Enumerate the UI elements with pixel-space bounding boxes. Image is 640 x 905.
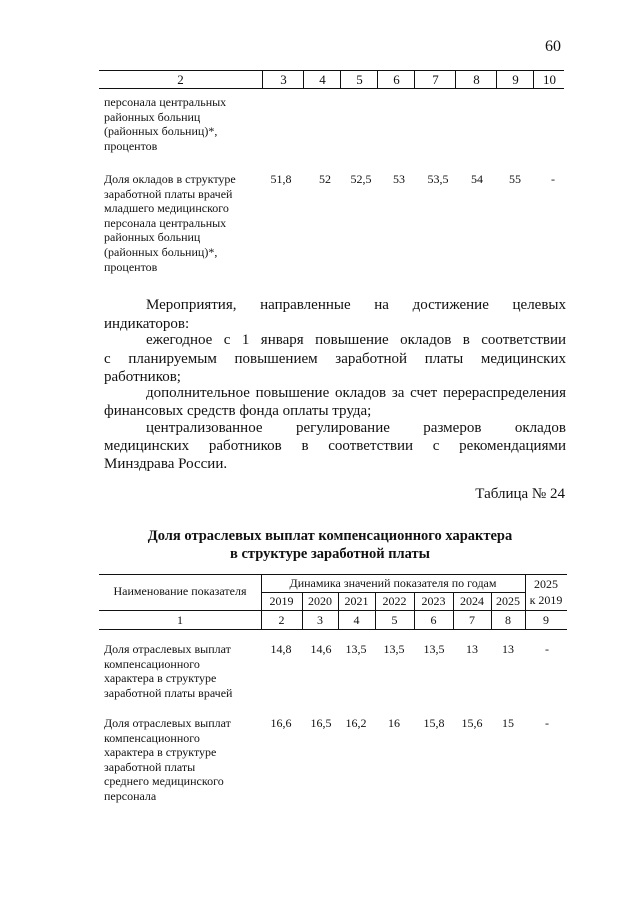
label-line: (районных больниц)*, (104, 244, 218, 259)
paragraph-line: централизованное регулирование размеров окладов (146, 420, 566, 436)
paragraph-line: ежегодное с 1 января повышение окладов в соответствии (146, 332, 566, 348)
value-cell: 13 (466, 642, 478, 656)
year-header: 2023 (421, 594, 446, 608)
value-cell: 51,8 (270, 172, 292, 186)
value-cell: 15,8 (423, 716, 445, 730)
paragraph-line: медицинских работников в соответствии с рекомендациями (104, 438, 566, 454)
label-line: младшего медицинского (104, 201, 229, 216)
label-line: Доля отраслевых выплат (104, 716, 231, 730)
value-cell: 13,5 (423, 642, 445, 656)
table1-header-cell: 3 (262, 71, 304, 88)
value-cell: 14,8 (270, 642, 292, 656)
paragraph-line: финансовых средств фонда оплаты труда; (104, 403, 372, 419)
column-number: 7 (469, 613, 475, 627)
value-cell: - (551, 172, 555, 186)
value-cell: 52 (319, 172, 331, 186)
table1-header-cell: 7 (414, 71, 456, 88)
table2-row2-label (104, 716, 254, 804)
table1-header-cell: 6 (377, 71, 415, 88)
value-cell: 15 (502, 716, 514, 730)
label-line: процентов (104, 138, 158, 153)
label-line: Доля отраслевых выплат (104, 642, 231, 656)
label-line: Доля окладов в структуре (104, 172, 236, 186)
label-line: процентов (104, 259, 158, 274)
table1-header-cell: 10 (533, 71, 565, 88)
year-header: 2022 (382, 594, 407, 608)
label-line: районных больниц (104, 109, 201, 124)
label-line: районных больниц (104, 230, 201, 245)
value-cell: 13,5 (383, 642, 405, 656)
table1-row1-label (104, 95, 262, 153)
column-number: 2 (278, 613, 285, 627)
table1-header-cell: 4 (303, 71, 341, 88)
page-number: 60 (545, 38, 561, 55)
label-line: заработной платы врачей (104, 186, 233, 201)
table-number: Таблица № 24 (475, 486, 565, 502)
table2-row2-values (262, 716, 562, 732)
year-header: 2019 (269, 594, 294, 608)
label-line: компенсационного (104, 656, 200, 671)
paragraph-line: индикаторов: (104, 316, 190, 332)
label-line: заработной платы (104, 759, 196, 774)
year-header: 2025 (496, 594, 520, 608)
paragraph-line: работников; (104, 369, 181, 385)
label-line: персонала центральных (104, 215, 227, 230)
value-cell: 54 (471, 172, 483, 186)
value-cell: 15,6 (461, 716, 483, 730)
table-title-line: Доля отраслевых выплат компенсационного характера (147, 528, 513, 544)
header-name: Наименование показателя (113, 584, 247, 598)
label-line: компенсационного (104, 730, 200, 745)
value-cell: 52,5 (350, 172, 372, 186)
table1-row2-label (104, 172, 262, 274)
paragraph-line: дополнительное повышение окладов за счет перераспределения (146, 385, 566, 401)
value-cell: 13 (502, 642, 514, 656)
value-cell: 53 (393, 172, 405, 186)
label-line: (районных больниц)*, (104, 124, 218, 139)
year-header: 2020 (308, 594, 332, 608)
label-line: персонала (104, 788, 157, 803)
table2-header (99, 574, 567, 630)
value-cell: 14,6 (310, 642, 332, 656)
table1-header-cell: 9 (496, 71, 534, 88)
table1-header-row (99, 70, 564, 89)
value-cell: 53,5 (427, 172, 449, 186)
column-number: 3 (317, 613, 323, 627)
column-number: 1 (177, 613, 183, 627)
column-number: 4 (353, 613, 360, 627)
table2-row1-values (262, 642, 562, 658)
value-cell: - (545, 642, 549, 656)
paragraph-line: Минздрава России. (104, 456, 228, 472)
table-title-line: в структуре заработной платы (230, 546, 430, 562)
header-2025-sub: к 2019 (529, 593, 563, 607)
year-header: 2024 (460, 594, 484, 608)
paragraph-line: с планируемым повышением заработной платы медицинских (104, 351, 566, 367)
column-number: 8 (505, 613, 511, 627)
value-cell: - (545, 716, 549, 730)
column-number: 5 (391, 613, 398, 627)
column-number: 6 (430, 613, 437, 627)
value-cell: 55 (509, 172, 521, 186)
table1-row2-values (262, 172, 562, 188)
table2-row1-label (104, 642, 254, 700)
year-header: 2021 (344, 594, 369, 608)
header-dynamics: Динамика значений показателя по годам (289, 576, 497, 590)
paragraph-line: Мероприятия, направленные на достижение целевых (146, 297, 566, 313)
column-number: 9 (543, 613, 549, 627)
value-cell: 13,5 (345, 642, 367, 656)
label-line: заработной платы врачей (104, 685, 233, 700)
table1-header-cell: 8 (455, 71, 497, 88)
label-line: характера в структуре (104, 745, 217, 760)
table1-header-cell: 2 (177, 72, 184, 87)
value-cell: 16,5 (310, 716, 332, 730)
label-line: характера в структуре (104, 671, 217, 686)
header-2025: 2025 (534, 577, 558, 591)
value-cell: 16,6 (270, 716, 292, 730)
table-title (100, 527, 560, 563)
label-line: персонала центральных (104, 95, 227, 109)
value-cell: 16 (388, 716, 400, 730)
value-cell: 16,2 (345, 716, 367, 730)
table1-header-cell: 5 (340, 71, 378, 88)
label-line: среднего медицинского (104, 774, 224, 789)
